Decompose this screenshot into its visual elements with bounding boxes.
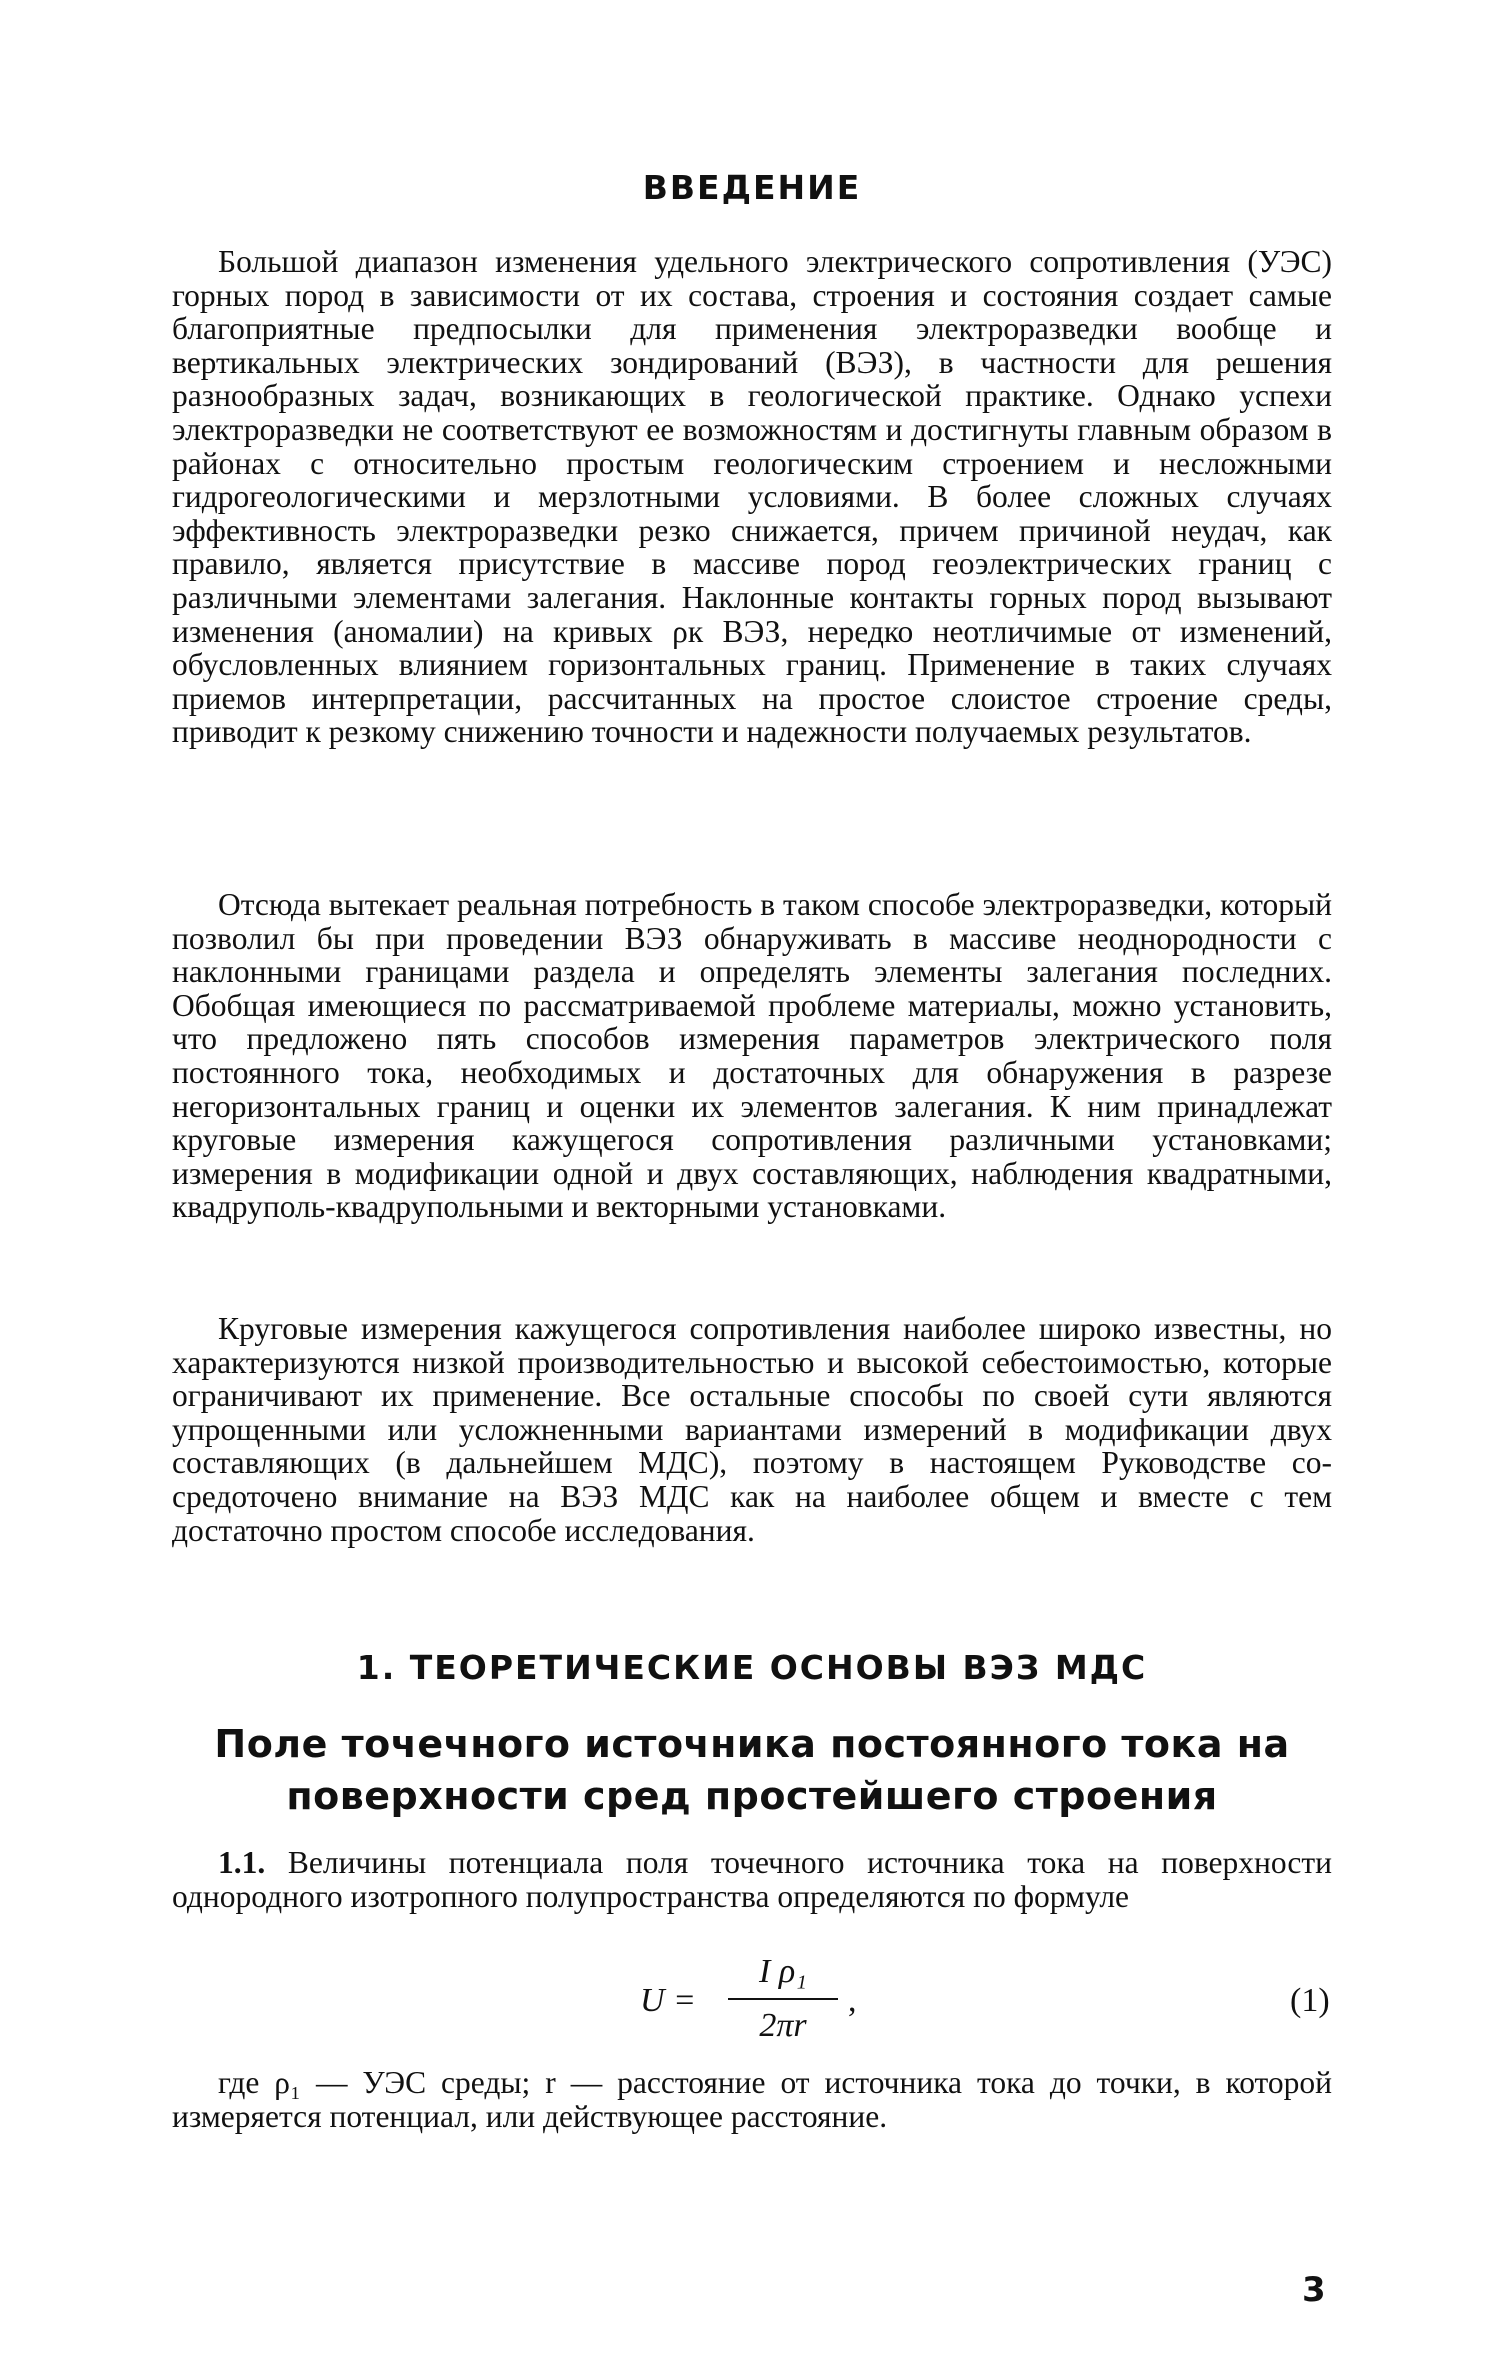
subsection-heading: Поле точечного источника постоянного тока на поверхности сред простейшего строения <box>214 1722 1290 1818</box>
intro-paragraph-3: Круговые измерения кажущегося сопротивления наиболее широко известны, но характеризуются низкой производительностью и высокой себестоимостью, которые ограничивают их применение. Все остальные способы по своей сути являются упрощенными или усложненными вариантами измерений в модификации двух составляющих (в дальнейшем МДС), поэтому в настоящем Руководстве сосредоточено внимание на ВЭЗ МДС как на наиболее общем и вместе с тем достаточно простом способе исследования. <box>172 1311 1332 1548</box>
formula-explanation: где ρ₁ — УЭС среды; r — расстояние от источника тока до точки, в которой измеряется потенциал, или действующее расстояние. <box>172 2065 1332 2134</box>
formula-fraction <box>728 1950 838 2048</box>
paragraph-1-1-text: Величины потенциала поля точечного источника тока на поверхности однородного изотропного полупространства определяются по формуле <box>172 1845 1332 1914</box>
formula-numerator: I ρ₁ <box>759 1953 807 1990</box>
formula-lhs: U = <box>640 1982 696 2019</box>
page-number: 3 <box>1302 2270 1326 2310</box>
formula-denominator: 2πr <box>759 2007 807 2044</box>
formula-comma: , <box>848 1982 857 2019</box>
intro-paragraph-1: Большой диапазон изменения удельного электрического сопротивления (УЭС) горных пород в зависимости от их состава, строения и состояния создает самые благоприятные предпосылки для применения электроразведки вообще и вертикальных электрических зондирований (ВЭЗ), в частности для решения разнообразных задач, возникающих в геологической практике. Однако успехи электроразведки не соответствуют ее возможностям и достигнуты главным образом в районах с относительно простым геологическим строением и несложными гидрогеологическими и мерзлотными условиями. В более сложных случаях эффективность электроразведки резко снижается, причем причиной неудач, как правило, является присутствие в массиве пород геоэлектрических границ с различными элементами залегания. Наклонные контакты горных пород вызывают изменения (аномалии) на кривых ρк ВЭЗ, нередко неотличимые от изменений, обусловленных влиянием горизонтальных границ. Применение в таких случаях приемов интерпретации, рассчитанных на простое слоистое строение среды, приводит к резкому снижению точности и надежности получаемых результатов. <box>172 244 1332 750</box>
intro-paragraph-2: Отсюда вытекает реальная потребность в таком способе электроразведки, который позволил бы при проведении ВЭЗ обнаруживать в массиве неоднородности с наклонными границами раздела и определять элементы залегания последних. Обобщая имеющиеся по рассматриваемой проблеме материалы, можно установить, что предложено пять способов измерения параметров электрического поля постоянного тока, необходимых и достаточных для обнаружения в разрезе негоризонтальных границ и оценки их элементов залегания. К ним принадлежат круговые измерения кажущегося сопротивления различными установками; измерения в модификации одной и двух составляющих, наблюдения квадратными, квадруполь-квадрупольными и векторными установками. <box>172 887 1332 1225</box>
section-heading: 1. ТЕОРЕТИЧЕСКИЕ ОСНОВЫ ВЭЗ МДС <box>356 1648 1148 1687</box>
intro-heading: ВВЕДЕНИЕ <box>642 168 862 207</box>
potential-formula <box>640 1950 940 2050</box>
paragraph-number: 1.1. <box>218 1845 266 1880</box>
fraction-bar <box>728 1998 838 2000</box>
paragraph-1-1 <box>172 1846 1332 1913</box>
equation-number: (1) <box>1290 1982 1330 2019</box>
